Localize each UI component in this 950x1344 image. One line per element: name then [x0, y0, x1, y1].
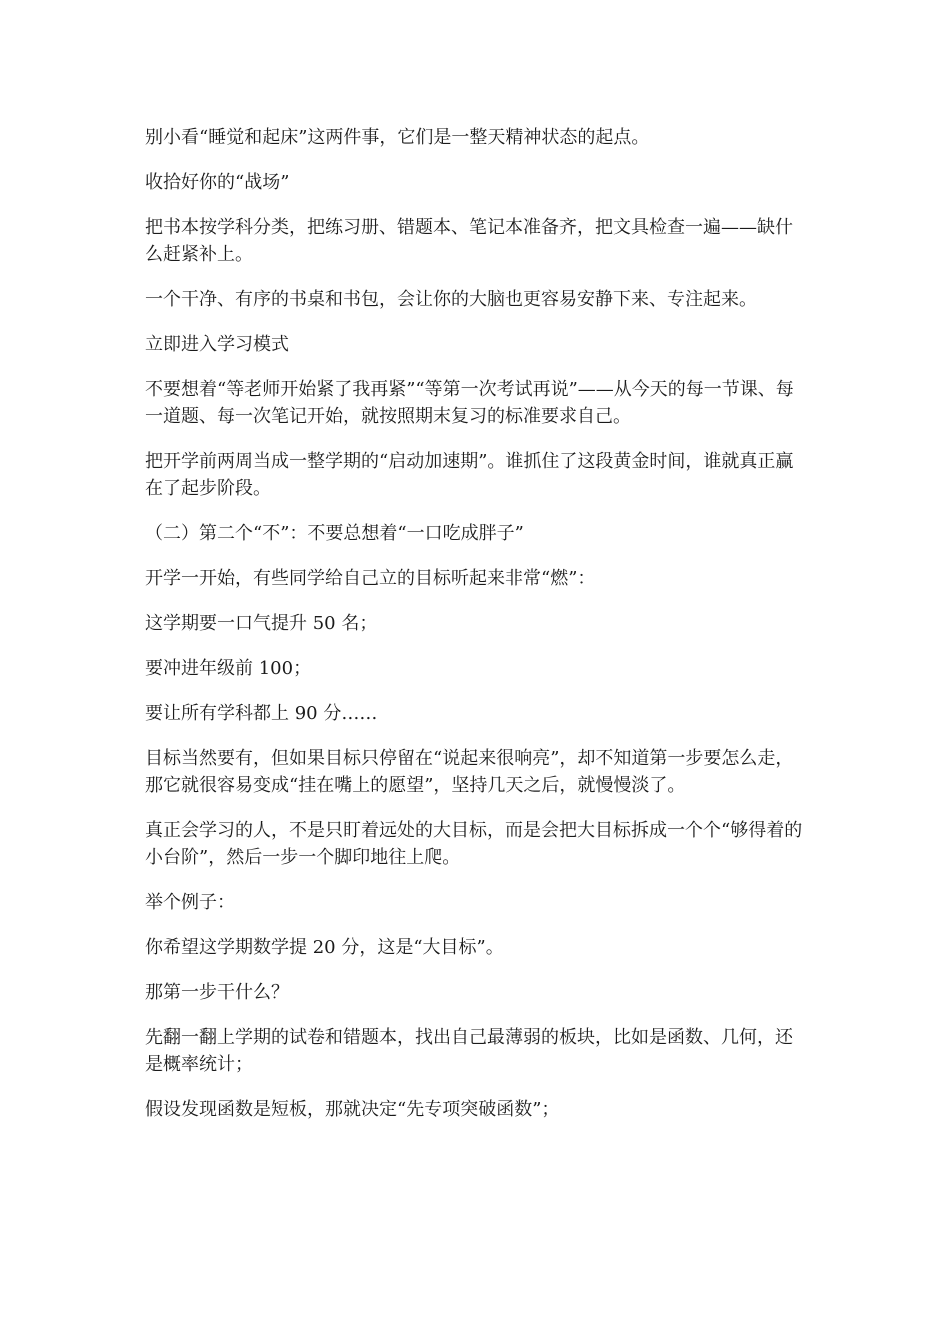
paragraph-ambitious-goals: 开学一开始，有些同学给自己立的目标听起来非常“燃”： [145, 568, 596, 589]
paragraph-organize-books: 把书本按学科分类，把练习册、错题本、笔记本准备齐，把文具检查一遍——缺什么赶紧补上。 [145, 217, 793, 265]
paragraph-dont-wait: 不要想着“等老师开始紧了我再紧”“等第一次考试再说”——从今天的每一节课、每一道题、每一次笔记开始，就按照期末复习的标准要求自己。 [145, 379, 794, 427]
paragraph-first-step-question: 那第一步干什么？ [145, 982, 289, 1003]
paragraph-focus-functions: 假设发现函数是短板，那就决定“先专项突破函数”； [145, 1099, 560, 1120]
paragraph-example-intro: 举个例子： [145, 892, 235, 913]
paragraph-clean-desk: 一个干净、有序的书桌和书包，会让你的大脑也更容易安静下来、专注起来。 [145, 289, 757, 310]
document-body [145, 124, 810, 1141]
heading-tidy-battlefield: 收拾好你的“战场” [145, 172, 290, 193]
paragraph-acceleration-period: 把开学前两周当成一整学期的“启动加速期”。谁抓住了这段黄金时间，谁就真正赢在了起步阶段。 [145, 451, 794, 499]
paragraph-sleep-wake: 别小看“睡觉和起床”这两件事，它们是一整天精神状态的起点。 [145, 127, 650, 148]
paragraph-goal-warning: 目标当然要有，但如果目标只停留在“说起来很响亮”，却不知道第一步要怎么走，那它就很容易变成“挂在嘴上的愿望”，坚持几天之后，就慢慢淡了。 [145, 748, 794, 796]
paragraph-small-steps: 真正会学习的人，不是只盯着远处的大目标，而是会把大目标拆成一个个“够得着的小台阶”，然后一步一个脚印地往上爬。 [145, 820, 803, 868]
section-heading-second-no: （二）第二个“不”：不要总想着“一口吃成胖子” [145, 523, 524, 544]
list-item-goal-top100: 要冲进年级前 100； [145, 658, 312, 679]
paragraph-math-goal: 你希望这学期数学提 20 分，这是“大目标”。 [145, 937, 504, 958]
list-item-goal-rank: 这学期要一口气提升 50 名； [145, 613, 378, 634]
list-item-goal-90: 要让所有学科都上 90 分…… [145, 703, 378, 724]
paragraph-review-errors: 先翻一翻上学期的试卷和错题本，找出自己最薄弱的板块，比如是函数、几何，还是概率统计； [145, 1027, 793, 1075]
heading-study-mode: 立即进入学习模式 [145, 334, 289, 355]
